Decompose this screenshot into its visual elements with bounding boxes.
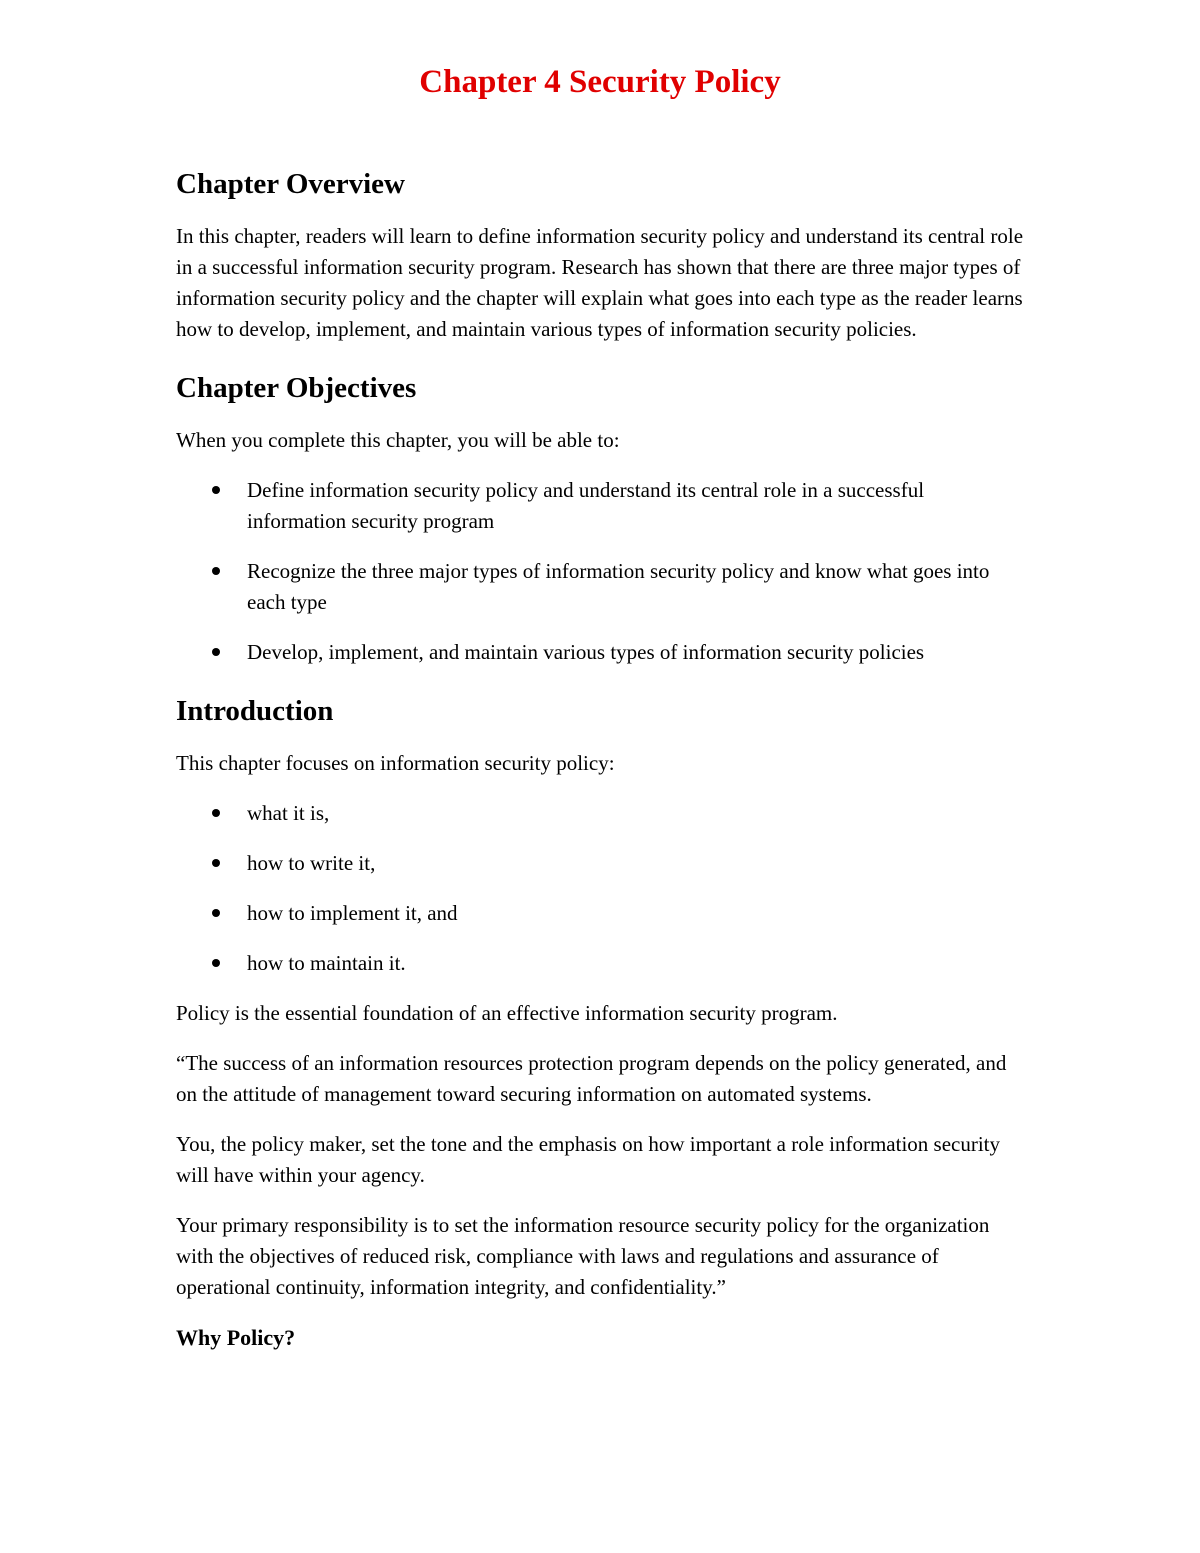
introduction-quote-paragraph-3: Your primary responsibility is to set the information resource security policy for the organization with the objectives of reduced risk, compliance with laws and regulations and assurance of operational continuity, information integrity, and confidentiality.” [176, 1213, 990, 1299]
introduction-intro: This chapter focuses on information security policy: [176, 751, 615, 775]
bullet-icon [212, 567, 220, 575]
heading-why-policy: Why Policy? [176, 1325, 296, 1350]
introduction-quote-paragraph-2: You, the policy maker, set the tone and the emphasis on how important a role information security will have within your agency. [176, 1132, 1001, 1187]
heading-introduction: Introduction [176, 695, 334, 727]
objectives-intro: When you complete this chapter, you will be able to: [176, 428, 620, 452]
list-item: how to write it, [176, 848, 1024, 879]
introduction-paragraph-1: Policy is the essential foundation of an effective information security program. [176, 1001, 838, 1025]
bullet-icon [212, 648, 220, 656]
bullet-icon [212, 959, 220, 967]
introduction-quote-paragraph-1: “The success of an information resources protection program depends on the policy generated, and on the attitude of management toward securing information on automated systems. [176, 1051, 1007, 1106]
bullet-icon [212, 859, 220, 867]
bullet-icon [212, 486, 220, 494]
heading-chapter-overview: Chapter Overview [176, 168, 405, 200]
list-item: what it is, [176, 798, 1024, 829]
list-item: Recognize the three major types of information security policy and know what goes into each type [176, 556, 1024, 618]
objectives-list [176, 475, 1024, 668]
list-item: how to implement it, and [176, 898, 1024, 929]
introduction-list [176, 798, 1024, 979]
list-item: Develop, implement, and maintain various types of information security policies [176, 637, 1024, 668]
list-item: Define information security policy and understand its central role in a successful information security program [176, 475, 1024, 537]
bullet-icon [212, 809, 220, 817]
bullet-icon [212, 909, 220, 917]
document-body [176, 164, 1024, 1353]
document-title: Chapter 4 Security Policy [419, 64, 781, 100]
heading-chapter-objectives: Chapter Objectives [176, 372, 417, 404]
list-item: how to maintain it. [176, 948, 1024, 979]
overview-paragraph: In this chapter, readers will learn to define information security policy and understand its central role in a successful information security program. Research has shown that there are three major types of information security policy and the chapter will explain what goes into each type as the reader learns how to develop, implement, and maintain various types of information security policies. [176, 224, 1024, 341]
